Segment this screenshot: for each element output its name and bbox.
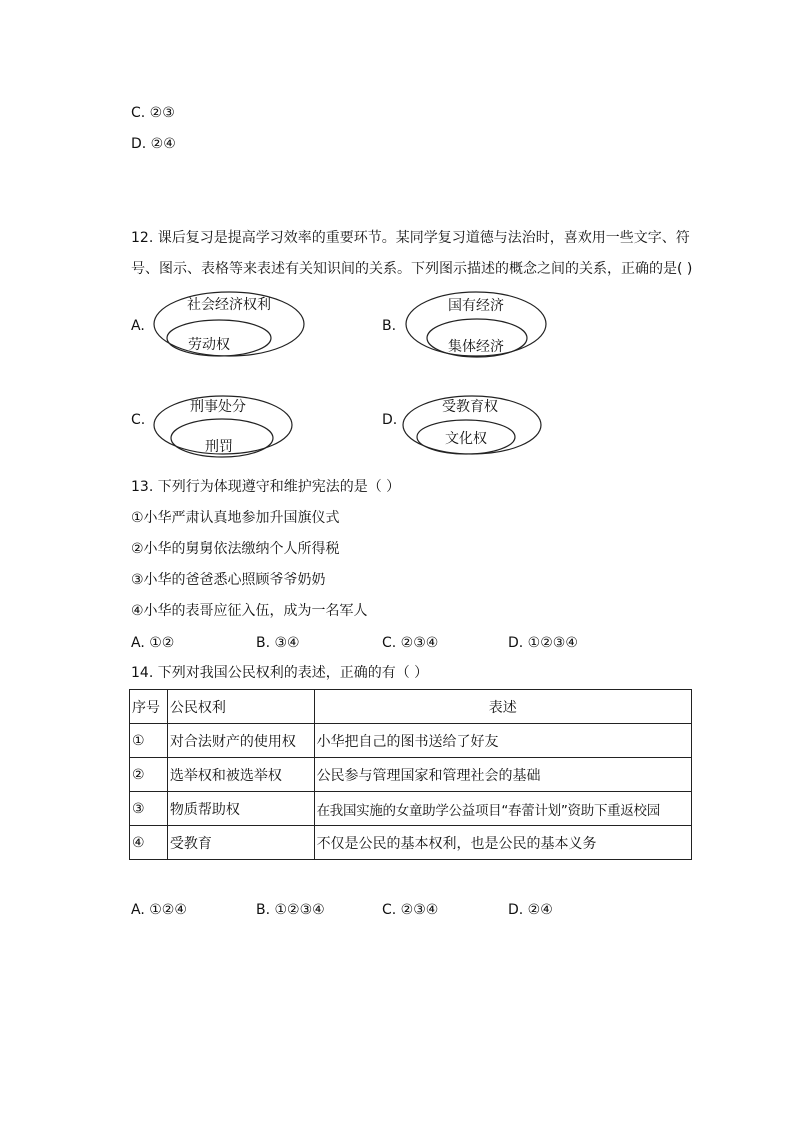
row-index: ① (130, 724, 168, 758)
row-description: 小华把自己的图书送给了好友 (314, 724, 691, 758)
row-description: 在我国实施的女童助学公益项目“春蕾计划”资助下重返校园 (314, 792, 691, 826)
q13-item-4: ④小华的表哥应征入伍，成为一名军人 (131, 603, 368, 619)
row-index: ③ (130, 792, 168, 826)
table-row (130, 724, 692, 758)
row-right: 选举权和被选举权 (167, 758, 314, 792)
q12-option-d-letter: D. (382, 412, 398, 428)
q12-option-b-letter: B. (382, 318, 397, 334)
q14-choice-a: A. ①②④ (131, 902, 187, 918)
table-row (130, 792, 692, 826)
table-row (130, 758, 692, 792)
q13-item-2: ②小华的舅舅依法缴纳个人所得税 (131, 541, 340, 557)
q12-option-c-letter: C. (131, 412, 146, 428)
q14-rights-table (129, 689, 692, 860)
q12-stem-line2: 号、图示、表格等来表述有关知识间的关系。下列图示描述的概念之间的关系，正确的是( ) (131, 261, 693, 277)
q12-c-inner-label: 刑罚 (205, 439, 233, 455)
q13-item-3: ③小华的爸爸悉心照顾爷爷奶奶 (131, 572, 326, 588)
row-description: 不仅是公民的基本权利，也是公民的基本义务 (314, 826, 691, 860)
header-description: 表述 (314, 690, 691, 724)
table-header-row (130, 690, 692, 724)
q13-choice-c: C. ②③④ (382, 635, 439, 651)
row-right: 物质帮助权 (167, 792, 314, 826)
prev-option-d: D. ②④ (131, 136, 176, 152)
q12-d-inner-label: 文化权 (445, 431, 487, 447)
q12-c-outer-label: 刑事处分 (190, 399, 246, 415)
row-index: ② (130, 758, 168, 792)
row-description: 公民参与管理国家和管理社会的基础 (314, 758, 691, 792)
q14-stem: 14. 下列对我国公民权利的表述，正确的有（ ） (131, 665, 429, 681)
prev-option-c: C. ②③ (131, 105, 175, 121)
q13-item-1: ①小华严肃认真地参加升国旗仪式 (131, 510, 340, 526)
q13-choice-d: D. ①②③④ (508, 635, 578, 651)
q12-option-b-diagram (403, 290, 551, 360)
header-right: 公民权利 (167, 690, 314, 724)
q12-option-c-diagram (152, 393, 296, 459)
row-index: ④ (130, 826, 168, 860)
q13-choice-a: A. ①② (131, 635, 175, 651)
q12-stem-line1: 12. 课后复习是提高学习效率的重要环节。某同学复习道德与法治时，喜欢用一些文字、符 (131, 230, 690, 246)
q12-a-inner-label: 劳动权 (188, 337, 230, 353)
q12-option-d-diagram (400, 393, 546, 459)
q12-b-outer-label: 国有经济 (448, 298, 504, 314)
q12-option-a-letter: A. (131, 318, 145, 334)
row-right: 对合法财产的使用权 (167, 724, 314, 758)
q12-b-inner-label: 集体经济 (448, 339, 504, 355)
table-row (130, 826, 692, 860)
q12-option-a-diagram (150, 288, 310, 360)
q13-stem: 13. 下列行为体现遵守和维护宪法的是（ ） (131, 479, 401, 495)
q13-choice-b: B. ③④ (256, 635, 300, 651)
q12-d-outer-label: 受教育权 (442, 399, 498, 415)
q14-choice-d: D. ②④ (508, 902, 553, 918)
q14-choice-b: B. ①②③④ (256, 902, 325, 918)
q14-choice-c: C. ②③④ (382, 902, 439, 918)
header-index: 序号 (130, 690, 168, 724)
q12-a-outer-label: 社会经济权利 (187, 297, 271, 313)
row-right: 受教育 (167, 826, 314, 860)
